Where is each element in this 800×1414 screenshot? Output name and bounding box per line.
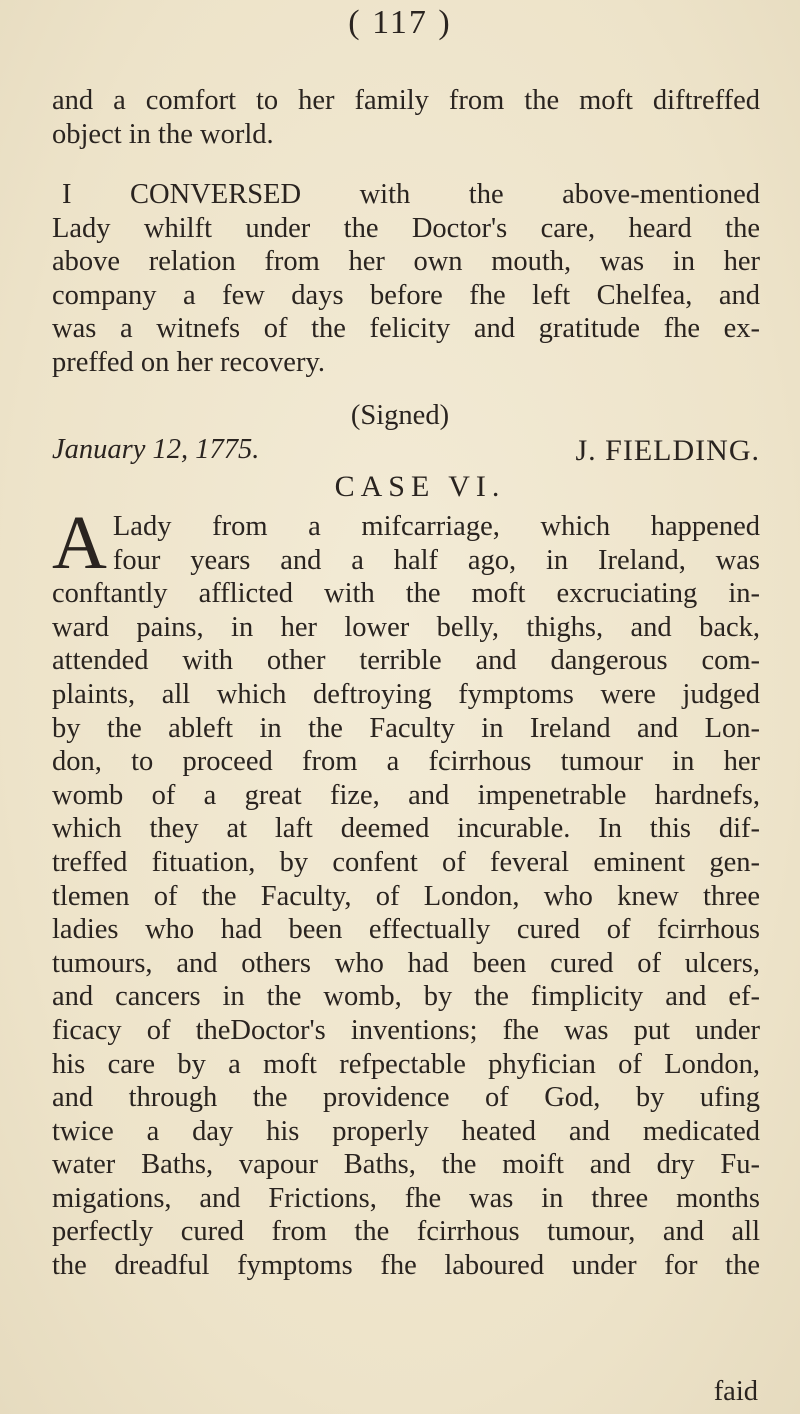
- catchword: faid: [713, 1376, 758, 1407]
- text-line: and through the providence of God, by ufing: [52, 1082, 760, 1114]
- text-line: was a witnefs of the felicity and gratitude fhe ex-: [52, 313, 760, 345]
- text-line: I CONVERSED with the above-mentioned: [62, 179, 760, 210]
- text-line: treffed fituation, by confent of feveral eminent gen-: [52, 846, 760, 878]
- text-line: and cancers in the womb, by the fimplicity and ef-: [52, 981, 760, 1013]
- text-line: the dreadful fymptoms fhe laboured under for the: [52, 1250, 760, 1282]
- page-number: ( 117 ): [348, 4, 452, 41]
- text-line: Lady from a mifcarriage, which happened: [112, 511, 760, 542]
- text-line: ladies who had been effectually cured of fcirrhous: [52, 914, 760, 946]
- text-line: plaints, all which deftroying fymptoms were judged: [52, 678, 760, 710]
- paragraph-testimony: [52, 178, 760, 380]
- text-line: above relation from her own mouth, was in her: [52, 246, 760, 278]
- text-line: perfectly cured from the fcirrhous tumour, and all: [52, 1216, 760, 1248]
- text-line: womb of a great fize, and impenetrable hardnefs,: [52, 779, 760, 811]
- text-line: and a comfort to her family from the moft diftreffed: [52, 85, 760, 116]
- case-title: CASE VI.: [334, 470, 506, 503]
- text-line: water Baths, vapour Baths, the moift and dry Fu-: [52, 1149, 760, 1181]
- text-line: ward pains, in her lower belly, thighs, and back,: [52, 611, 760, 643]
- text-line: which they at laft deemed incurable. In this dif-: [52, 813, 760, 845]
- text-line: conftantly afflicted with the moft excruciating in-: [52, 578, 760, 610]
- text-line: attended with other terrible and dangerous com-: [52, 645, 760, 677]
- paragraph-continuation: [52, 84, 760, 151]
- text-line: migations, and Frictions, fhe was in three months: [52, 1182, 760, 1214]
- case-paragraph: [52, 501, 760, 1283]
- text-line: four years and a half ago, in Ireland, was: [112, 544, 760, 576]
- text-line: his care by a moft refpectable phyfician of London,: [52, 1048, 760, 1080]
- text-line: don, to proceed from a fcirrhous tumour in her: [52, 746, 760, 778]
- text-line: by the ableft in the Faculty in Ireland and Lon-: [52, 712, 760, 744]
- text-line: twice a day his properly heated and medicated: [52, 1115, 760, 1147]
- text-line: ficacy of theDoctor's inventions; fhe was put under: [52, 1014, 760, 1046]
- text-line: preffed on her recovery.: [52, 346, 325, 378]
- text-line: tumours, and others who had been cured of ulcers,: [52, 947, 760, 979]
- text-line: Lady whilft under the Doctor's care, heard the: [52, 212, 760, 244]
- signature-date: January 12, 1775.: [52, 434, 260, 465]
- text-line: company a few days before fhe left Chelfea, and: [52, 279, 760, 311]
- signed-label: (Signed): [350, 400, 450, 431]
- signature-row: [52, 434, 760, 468]
- text-line: tlemen of the Faculty, of London, who knew three: [52, 880, 760, 912]
- signature-name: J. FIELDING.: [575, 434, 760, 467]
- text-line: object in the world.: [52, 118, 274, 150]
- drop-cap: A: [52, 501, 107, 585]
